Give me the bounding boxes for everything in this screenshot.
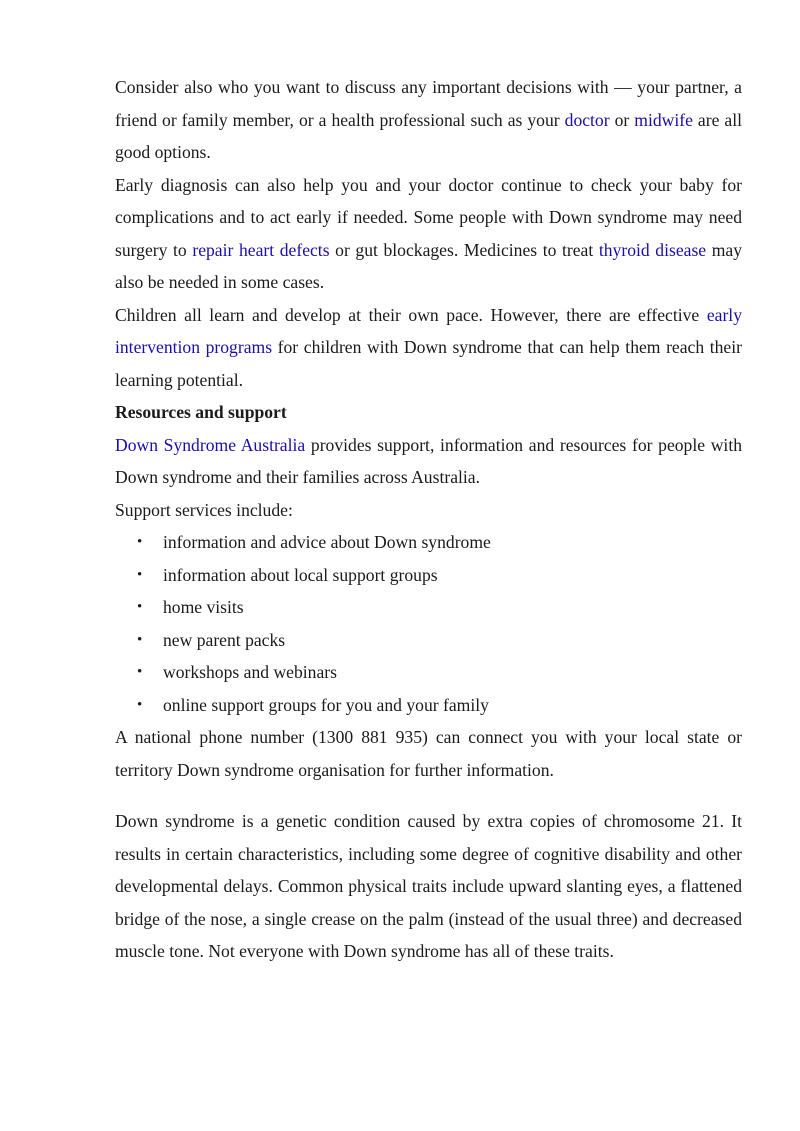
list-item: • information and advice about Down syndrome	[115, 526, 742, 559]
text-run: Children all learn and develop at their own pace. However, there are effective	[115, 304, 707, 325]
text-run: may also be needed in some cases.	[115, 239, 743, 292]
text-run: Consider also who you want to discuss any important decisions with — your partner, a friend or family member, or a health professional such as your	[115, 77, 742, 130]
paragraph-dsa	[115, 429, 742, 494]
paragraph-phone: A national phone number (1300 881 935) can connect you with your local state or territory Down syndrome organisation for further information.	[115, 727, 742, 780]
section-spacer	[115, 786, 742, 805]
list-item: • information about local support groups	[115, 559, 742, 592]
text-run: are all good options.	[115, 109, 743, 162]
text-run: Early diagnosis can also help you and your doctor continue to check your baby for complications and to act early if needed. Some people with Down syndrome may need surgery to	[115, 174, 742, 260]
heading-resources-support: Resources and support	[115, 402, 287, 422]
paragraph-early-diagnosis	[115, 169, 742, 299]
text-run: or	[609, 109, 635, 130]
list-item: • online support groups for you and your family	[115, 689, 742, 722]
list-item: • new parent packs	[115, 624, 742, 657]
link-down-syndrome-australia[interactable]: Down Syndrome Australia	[115, 434, 306, 455]
text-run: for children with Down syndrome that can help them reach their learning potential.	[115, 337, 742, 390]
link-midwife[interactable]: midwife	[634, 109, 693, 130]
paragraph-development	[115, 299, 742, 397]
list-item: • workshops and webinars	[115, 656, 742, 689]
document-page	[115, 71, 742, 968]
paragraph-definition: Down syndrome is a genetic condition caused by extra copies of chromosome 21. It results in certain characteristics, including some degree of cognitive disability and other developmental delays. Common physical traits include upward slanting eyes, a flattened bridge of the nose, a single crease on the palm (instead of the usual three) and decreased muscle tone. Not everyone with Down syndrome has all of these traits.	[115, 811, 742, 961]
link-thyroid-disease[interactable]: thyroid disease	[598, 239, 707, 260]
text-run: or gut blockages. Medicines to treat	[329, 239, 599, 260]
services-list	[115, 526, 742, 721]
list-item: • home visits	[115, 591, 742, 624]
link-doctor[interactable]: doctor	[564, 109, 610, 130]
paragraph-services-intro: Support services include:	[115, 499, 293, 520]
text-run: provides support, information and resources for people with Down syndrome and their families across Australia.	[115, 434, 743, 487]
link-repair-heart-defects[interactable]: repair heart defects	[192, 239, 330, 260]
paragraph-decision-support	[115, 71, 742, 169]
link-early-intervention[interactable]: early intervention programs	[115, 304, 742, 357]
